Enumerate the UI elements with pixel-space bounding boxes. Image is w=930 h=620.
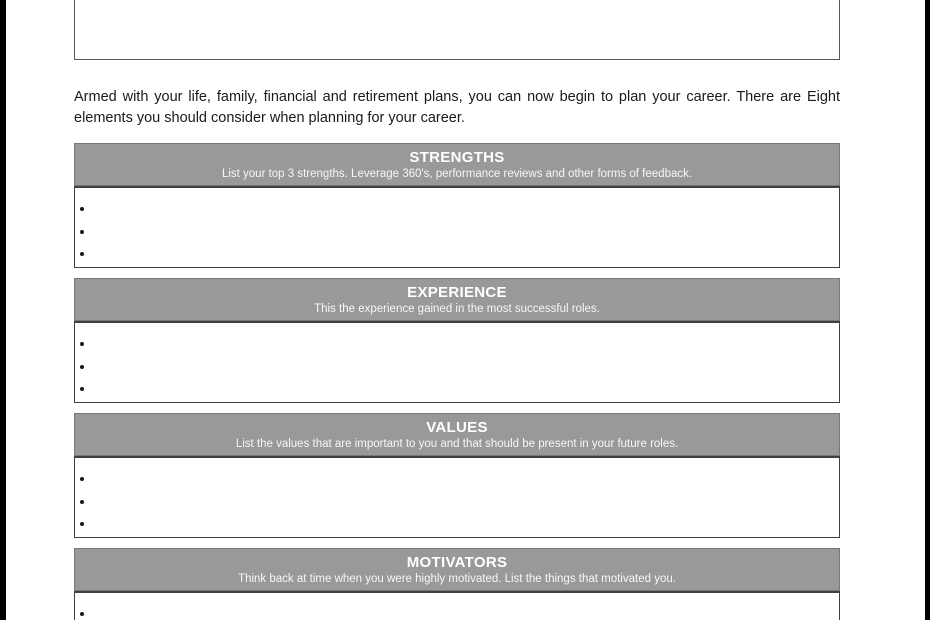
bullet-list[interactable] (81, 467, 839, 535)
bullet-item[interactable] (95, 220, 839, 243)
worksheet-page (6, 0, 925, 620)
section-motivators (74, 548, 840, 620)
bullet-item[interactable] (95, 377, 839, 400)
section-body-motivators[interactable] (74, 591, 840, 620)
bullet-item[interactable] (95, 242, 839, 265)
section-header (74, 278, 840, 321)
section-body-values[interactable] (74, 456, 840, 538)
section-subtitle: Think back at time when you were highly motivated. List the things that motivated you. (238, 573, 676, 585)
section-experience (74, 278, 840, 403)
section-title: VALUES (426, 419, 488, 436)
bullet-item[interactable] (95, 467, 839, 490)
section-body-experience[interactable] (74, 321, 840, 403)
bullet-item[interactable] (95, 512, 839, 535)
section-strengths (74, 143, 840, 268)
intro-paragraph: Armed with your life, family, financial and retirement plans, you can now begin to plan your career. There are Eight elements you should consider when planning for your career. (74, 89, 840, 126)
section-title: STRENGTHS (409, 149, 505, 166)
bullet-item[interactable] (95, 332, 839, 355)
bullet-item[interactable] (95, 602, 839, 620)
bullet-list[interactable] (81, 332, 839, 400)
letterbox-right-bar (925, 0, 930, 620)
bullet-list[interactable] (81, 197, 839, 265)
section-header (74, 413, 840, 456)
section-subtitle: List your top 3 strengths. Leverage 360's, performance reviews and other forms of feedback. (221, 168, 693, 180)
bullet-item[interactable] (95, 490, 839, 513)
section-subtitle: List the values that are important to you and that should be present in your future roles. (235, 438, 679, 450)
section-subtitle: This the experience gained in the most successful roles. (314, 303, 600, 315)
bullet-item[interactable] (95, 197, 839, 220)
bullet-item[interactable] (95, 355, 839, 378)
bullet-list[interactable] (81, 602, 839, 620)
section-values (74, 413, 840, 538)
section-title: MOTIVATORS (406, 554, 508, 571)
section-header (74, 143, 840, 186)
section-title: EXPERIENCE (407, 284, 507, 301)
section-header (74, 548, 840, 591)
top-box[interactable] (74, 0, 840, 60)
section-body-strengths[interactable] (74, 186, 840, 268)
